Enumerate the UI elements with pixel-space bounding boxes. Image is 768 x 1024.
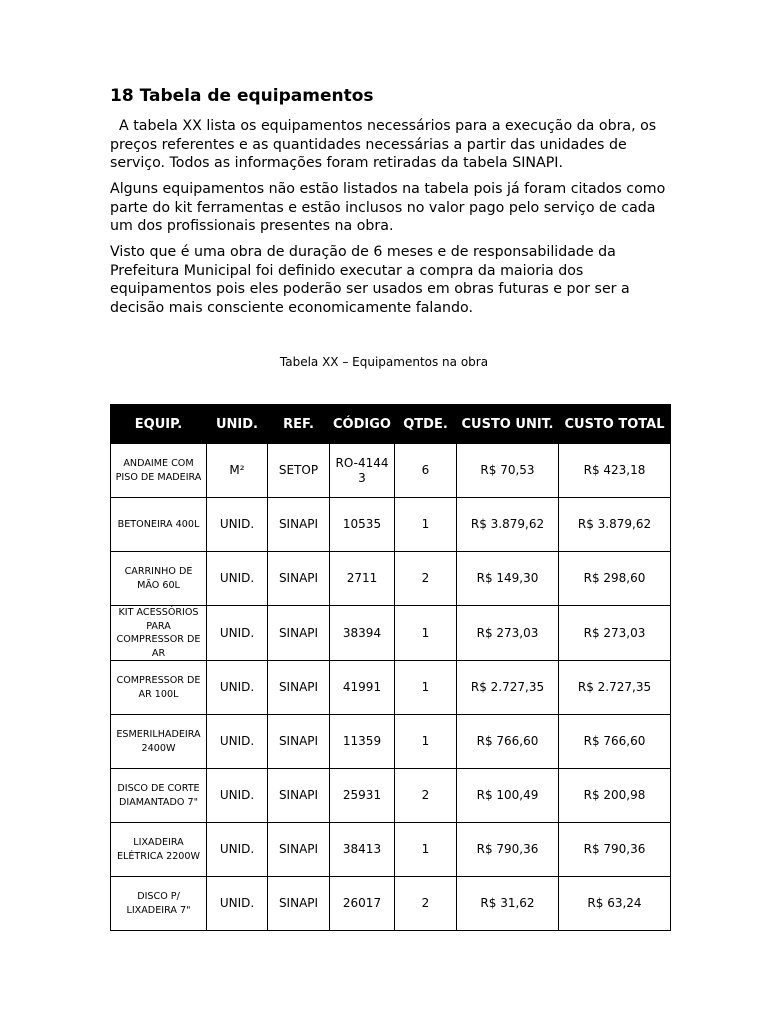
cell-qtde: 2	[395, 877, 457, 931]
cell-codigo: 41991	[330, 661, 395, 715]
paragraph-kit: Alguns equipamentos não estão listados na tabela pois já foram citados como parte do kit ferramentas e estão inclusos no valor pago pelo serviço de cada um dos profissionais presentes na obra.	[110, 181, 666, 234]
cell-custo-total: R$ 790,36	[559, 823, 671, 877]
cell-custo-total: R$ 766,60	[559, 715, 671, 769]
header-qtde: QTDE.	[395, 405, 457, 444]
cell-equip: ANDAIME COM PISO DE MADEIRA	[111, 444, 207, 498]
cell-ref: SINAPI	[268, 877, 330, 931]
cell-custo-unit: R$ 3.879,62	[457, 498, 559, 552]
cell-unid: UNID.	[207, 877, 268, 931]
table-row	[111, 769, 671, 823]
cell-qtde: 2	[395, 552, 457, 606]
cell-unid: UNID.	[207, 823, 268, 877]
cell-codigo: 2711	[330, 552, 395, 606]
table-header-row	[111, 405, 671, 444]
cell-unid: M²	[207, 444, 268, 498]
cell-custo-unit: R$ 2.727,35	[457, 661, 559, 715]
cell-qtde: 1	[395, 661, 457, 715]
cell-qtde: 1	[395, 823, 457, 877]
cell-custo-unit: R$ 31,62	[457, 877, 559, 931]
table-caption: Tabela XX – Equipamentos na obra	[279, 355, 489, 369]
cell-custo-total: R$ 2.727,35	[559, 661, 671, 715]
cell-custo-unit: R$ 273,03	[457, 606, 559, 661]
cell-custo-unit: R$ 149,30	[457, 552, 559, 606]
cell-codigo: 38413	[330, 823, 395, 877]
cell-codigo: 11359	[330, 715, 395, 769]
table-row	[111, 552, 671, 606]
cell-ref: SINAPI	[268, 715, 330, 769]
table-row	[111, 823, 671, 877]
cell-qtde: 6	[395, 444, 457, 498]
cell-equip: BETONEIRA 400L	[111, 498, 207, 552]
cell-custo-total: R$ 200,98	[559, 769, 671, 823]
cell-ref: SINAPI	[268, 606, 330, 661]
cell-custo-unit: R$ 70,53	[457, 444, 559, 498]
cell-equip: CARRINHO DE MÃO 60L	[111, 552, 207, 606]
cell-equip: COMPRESSOR DE AR 100L	[111, 661, 207, 715]
cell-unid: UNID.	[207, 552, 268, 606]
cell-unid: UNID.	[207, 715, 268, 769]
cell-codigo: 38394	[330, 606, 395, 661]
cell-custo-unit: R$ 790,36	[457, 823, 559, 877]
cell-custo-total: R$ 423,18	[559, 444, 671, 498]
cell-qtde: 1	[395, 606, 457, 661]
table-row	[111, 498, 671, 552]
table-row	[111, 715, 671, 769]
cell-codigo: 10535	[330, 498, 395, 552]
cell-equip: KIT ACESSÓRIOS PARA COMPRESSOR DE AR	[111, 606, 207, 661]
cell-ref: SINAPI	[268, 552, 330, 606]
cell-unid: UNID.	[207, 769, 268, 823]
header-unid: UNID.	[207, 405, 268, 444]
cell-qtde: 2	[395, 769, 457, 823]
cell-ref: SINAPI	[268, 823, 330, 877]
cell-custo-total: R$ 298,60	[559, 552, 671, 606]
cell-ref: SINAPI	[268, 498, 330, 552]
equipment-table	[110, 404, 671, 931]
cell-codigo: RO-41443	[330, 444, 395, 498]
header-codigo: CÓDIGO	[330, 405, 395, 444]
cell-custo-total: R$ 63,24	[559, 877, 671, 931]
cell-custo-unit: R$ 766,60	[457, 715, 559, 769]
cell-custo-total: R$ 3.879,62	[559, 498, 671, 552]
cell-equip: ESMERILHADEIRA 2400W	[111, 715, 207, 769]
header-custo-unit: CUSTO UNIT.	[457, 405, 559, 444]
table-row	[111, 877, 671, 931]
table-row	[111, 661, 671, 715]
table-row	[111, 606, 671, 661]
cell-unid: UNID.	[207, 661, 268, 715]
table-row	[111, 444, 671, 498]
cell-custo-total: R$ 273,03	[559, 606, 671, 661]
header-ref: REF.	[268, 405, 330, 444]
cell-ref: SINAPI	[268, 661, 330, 715]
paragraph-duration: Visto que é uma obra de duração de 6 meses e de responsabilidade da Prefeitura Municipal foi definido executar a compra da maioria dos equipamentos pois eles poderão ser usados em obras futuras e por ser a decisão mais consciente economicamente falando.	[110, 244, 630, 316]
cell-ref: SETOP	[268, 444, 330, 498]
cell-codigo: 25931	[330, 769, 395, 823]
section-heading: 18 Tabela de equipamentos	[110, 86, 374, 106]
header-custo-total: CUSTO TOTAL	[559, 405, 671, 444]
cell-equip: DISCO DE CORTE DIAMANTADO 7"	[111, 769, 207, 823]
cell-equip: LIXADEIRA ELÉTRICA 2200W	[111, 823, 207, 877]
cell-qtde: 1	[395, 498, 457, 552]
cell-unid: UNID.	[207, 606, 268, 661]
paragraph-intro: A tabela XX lista os equipamentos necessários para a execução da obra, os preços referentes e as quantidades necessárias a partir das unidades de serviço. Todos as informações foram retiradas da tabela SINAPI.	[110, 118, 661, 171]
cell-qtde: 1	[395, 715, 457, 769]
cell-codigo: 26017	[330, 877, 395, 931]
cell-equip: DISCO P/ LIXADEIRA 7"	[111, 877, 207, 931]
cell-custo-unit: R$ 100,49	[457, 769, 559, 823]
cell-ref: SINAPI	[268, 769, 330, 823]
header-equip: EQUIP.	[111, 405, 207, 444]
cell-unid: UNID.	[207, 498, 268, 552]
